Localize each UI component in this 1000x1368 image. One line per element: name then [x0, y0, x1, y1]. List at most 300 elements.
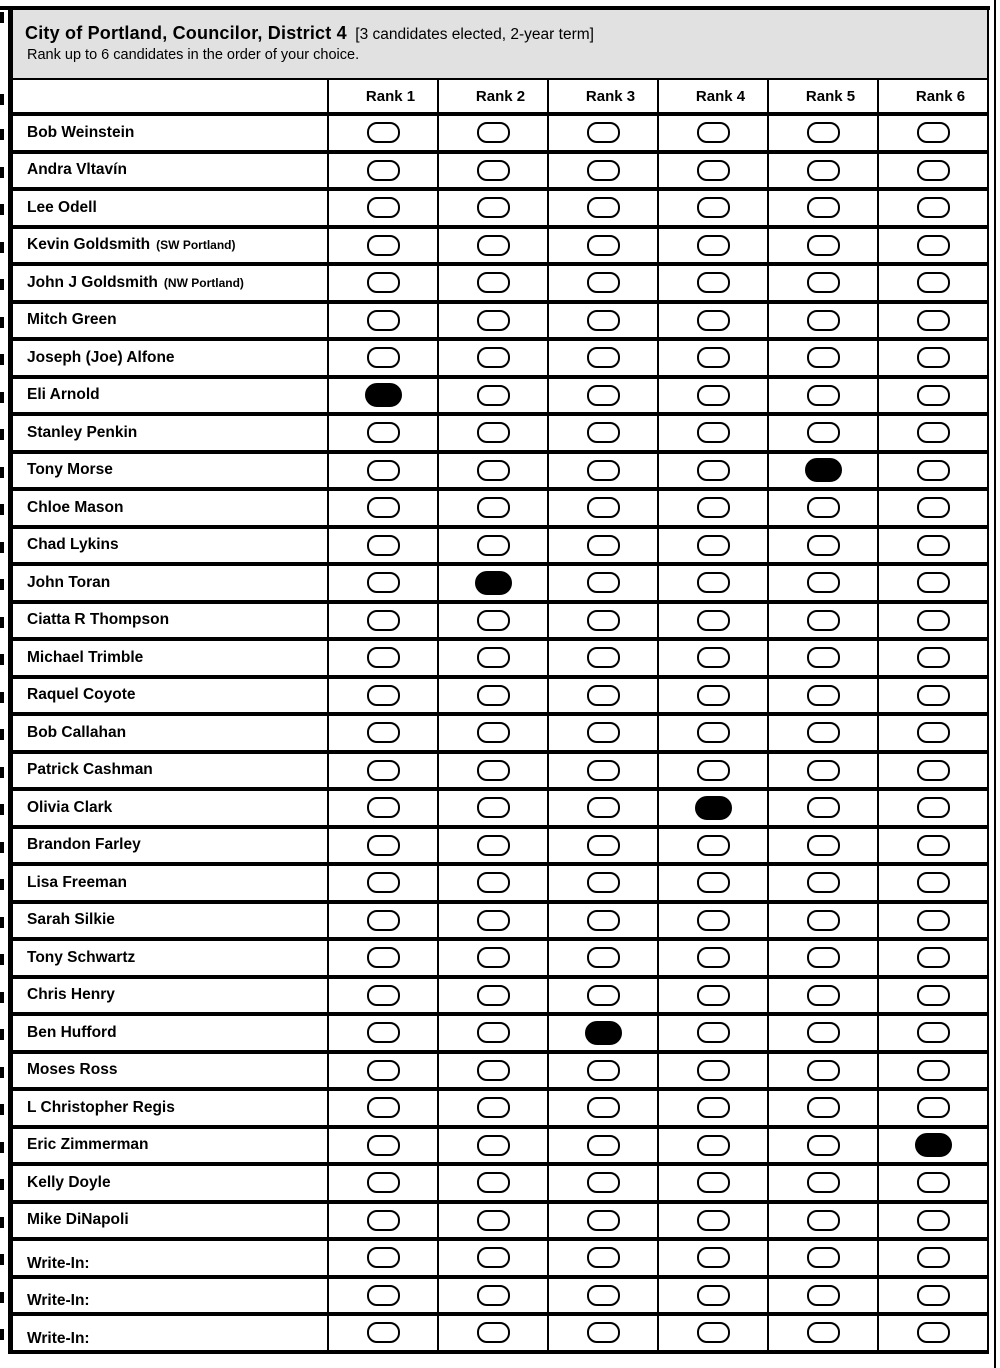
rank-oval[interactable]	[917, 197, 950, 218]
rank-oval[interactable]	[697, 947, 730, 968]
rank-oval[interactable]	[807, 347, 840, 368]
rank-oval[interactable]	[587, 872, 620, 893]
rank-cell	[877, 754, 987, 788]
contest-note: [3 candidates elected, 2-year term]	[355, 26, 594, 43]
rank-oval[interactable]	[697, 1285, 730, 1306]
rank-oval[interactable]	[917, 1060, 950, 1081]
rank-cell	[877, 904, 987, 938]
rank-oval[interactable]	[917, 872, 950, 893]
rank-oval[interactable]	[697, 1022, 730, 1043]
rank-cell	[327, 341, 437, 375]
rank-cell	[327, 1279, 437, 1313]
rank-oval[interactable]	[697, 1322, 730, 1343]
rank-oval[interactable]	[697, 535, 730, 556]
candidate-name	[13, 604, 327, 638]
rank-cell	[657, 529, 767, 563]
rank-oval[interactable]	[807, 760, 840, 781]
candidate-name	[13, 641, 327, 675]
rank-oval[interactable]	[587, 835, 620, 856]
timing-mark	[0, 617, 4, 628]
rank-cell	[767, 491, 877, 525]
rank-oval[interactable]	[367, 235, 400, 256]
rank-oval[interactable]	[917, 760, 950, 781]
rank-oval[interactable]	[587, 1285, 620, 1306]
rank-oval[interactable]	[587, 985, 620, 1006]
rank-oval[interactable]	[917, 535, 950, 556]
rank-oval[interactable]	[477, 835, 510, 856]
rank-oval-filled[interactable]	[585, 1021, 622, 1045]
rank-oval[interactable]	[917, 347, 950, 368]
candidate-name	[13, 829, 327, 863]
rank-oval[interactable]	[807, 722, 840, 743]
candidate-name-text: Write-In:	[27, 1292, 90, 1309]
rank-cell	[327, 1166, 437, 1200]
rank-oval[interactable]	[367, 685, 400, 706]
rank-cell	[657, 941, 767, 975]
rank-oval[interactable]	[917, 422, 950, 443]
rank-oval[interactable]	[807, 197, 840, 218]
rank-oval[interactable]	[807, 610, 840, 631]
candidate-row	[13, 529, 987, 567]
rank-oval[interactable]	[587, 422, 620, 443]
rank-oval[interactable]	[367, 497, 400, 518]
rank-oval[interactable]	[367, 1210, 400, 1231]
rank-oval[interactable]	[807, 1247, 840, 1268]
rank-oval[interactable]	[917, 497, 950, 518]
rank-oval[interactable]	[587, 1097, 620, 1118]
rank-oval[interactable]	[697, 610, 730, 631]
rank-cell	[327, 679, 437, 713]
timing-mark	[0, 1329, 4, 1340]
rank-oval[interactable]	[367, 160, 400, 181]
rank-oval[interactable]	[477, 535, 510, 556]
rank-cell	[437, 454, 547, 488]
rank-oval[interactable]	[697, 235, 730, 256]
candidate-name-text: Mitch Green	[27, 311, 117, 329]
rank-oval[interactable]	[477, 985, 510, 1006]
rank-oval[interactable]	[917, 835, 950, 856]
rank-oval[interactable]	[477, 760, 510, 781]
rank-cell	[877, 604, 987, 638]
candidate-name-text: L Christopher Regis	[27, 1098, 175, 1116]
rank-oval[interactable]	[587, 1210, 620, 1231]
rank-oval[interactable]	[917, 272, 950, 293]
rank-cell	[767, 904, 877, 938]
rank-cell	[547, 716, 657, 750]
rank-oval[interactable]	[697, 835, 730, 856]
rank-cell	[437, 716, 547, 750]
rank-oval[interactable]	[477, 872, 510, 893]
rank-cell	[657, 716, 767, 750]
rank-oval[interactable]	[917, 460, 950, 481]
candidate-name-text: Eli Arnold	[27, 386, 100, 404]
rank-cell	[877, 1279, 987, 1313]
rank-cell	[767, 941, 877, 975]
rank-oval[interactable]	[917, 1285, 950, 1306]
rank-oval[interactable]	[367, 572, 400, 593]
rank-oval-filled[interactable]	[365, 383, 402, 407]
rank-oval[interactable]	[587, 197, 620, 218]
rank-oval[interactable]	[477, 1097, 510, 1118]
candidate-row	[13, 191, 987, 229]
rank-cell	[547, 1129, 657, 1163]
rank-cell	[877, 866, 987, 900]
rank-oval-filled[interactable]	[915, 1133, 952, 1157]
rank-oval[interactable]	[367, 1135, 400, 1156]
candidate-row	[13, 379, 987, 417]
rank-oval[interactable]	[917, 1322, 950, 1343]
rank-cell	[437, 341, 547, 375]
rank-oval[interactable]	[587, 497, 620, 518]
rank-cell	[437, 754, 547, 788]
rank-cell	[547, 416, 657, 450]
rank-cell	[327, 866, 437, 900]
rank-oval[interactable]	[477, 235, 510, 256]
rank-oval[interactable]	[807, 797, 840, 818]
timing-mark	[0, 1254, 4, 1265]
rank-oval[interactable]	[917, 160, 950, 181]
rank-oval[interactable]	[367, 647, 400, 668]
rank-oval[interactable]	[807, 1097, 840, 1118]
rank-oval[interactable]	[807, 1135, 840, 1156]
rank-cell	[877, 1241, 987, 1275]
rank-oval[interactable]	[477, 685, 510, 706]
rank-cell	[657, 1054, 767, 1088]
rank-oval[interactable]	[367, 985, 400, 1006]
rank-oval[interactable]	[917, 910, 950, 931]
rank-oval[interactable]	[587, 310, 620, 331]
rank-oval[interactable]	[477, 947, 510, 968]
candidate-name	[13, 716, 327, 750]
rank-oval[interactable]	[807, 535, 840, 556]
rank-oval[interactable]	[587, 122, 620, 143]
rank-oval[interactable]	[917, 985, 950, 1006]
candidate-row	[13, 304, 987, 342]
rank-cell	[327, 454, 437, 488]
rank-oval[interactable]	[807, 1285, 840, 1306]
rank-cell	[657, 1316, 767, 1350]
rank-oval[interactable]	[697, 272, 730, 293]
rank-oval[interactable]	[587, 1135, 620, 1156]
rank-oval[interactable]	[477, 460, 510, 481]
candidate-row	[13, 1054, 987, 1092]
rank-oval[interactable]	[807, 235, 840, 256]
rank-oval[interactable]	[367, 835, 400, 856]
rank-oval[interactable]	[697, 497, 730, 518]
candidate-row	[13, 416, 987, 454]
rank-oval[interactable]	[477, 347, 510, 368]
timing-mark	[0, 467, 4, 478]
candidate-rows	[13, 116, 987, 1354]
rank-cell	[657, 866, 767, 900]
rank-cell	[327, 266, 437, 300]
rank-oval[interactable]	[917, 572, 950, 593]
rank-oval[interactable]	[807, 985, 840, 1006]
rank-oval[interactable]	[367, 535, 400, 556]
rank-oval[interactable]	[697, 647, 730, 668]
rank-cell	[547, 904, 657, 938]
rank-oval[interactable]	[367, 122, 400, 143]
rank-oval[interactable]	[697, 197, 730, 218]
rank-cell	[547, 1241, 657, 1275]
timing-mark	[0, 12, 4, 23]
rank-oval[interactable]	[477, 422, 510, 443]
rank-oval[interactable]	[587, 572, 620, 593]
rank-oval[interactable]	[807, 947, 840, 968]
rank-oval[interactable]	[697, 347, 730, 368]
rank-oval[interactable]	[367, 272, 400, 293]
rank-oval[interactable]	[367, 1060, 400, 1081]
rank-oval[interactable]	[917, 1210, 950, 1231]
rank-oval[interactable]	[587, 722, 620, 743]
rank-oval[interactable]	[477, 1060, 510, 1081]
rank-oval[interactable]	[367, 1285, 400, 1306]
rank-oval[interactable]	[477, 272, 510, 293]
rank-oval[interactable]	[477, 647, 510, 668]
rank-oval[interactable]	[367, 1097, 400, 1118]
rank-oval[interactable]	[917, 385, 950, 406]
rank-column-header: Rank 4	[657, 80, 767, 112]
rank-oval[interactable]	[917, 685, 950, 706]
candidate-row	[13, 1091, 987, 1129]
rank-cell	[437, 791, 547, 825]
rank-cell	[657, 304, 767, 338]
timing-mark	[0, 992, 4, 1003]
rank-oval[interactable]	[367, 947, 400, 968]
rank-cell	[767, 266, 877, 300]
rank-oval[interactable]	[917, 235, 950, 256]
candidate-name-suffix: (NW Portland)	[163, 275, 244, 290]
rank-oval[interactable]	[807, 872, 840, 893]
rank-oval-filled[interactable]	[695, 796, 732, 820]
rank-oval[interactable]	[807, 572, 840, 593]
rank-oval[interactable]	[917, 1172, 950, 1193]
rank-oval[interactable]	[587, 1322, 620, 1343]
rank-oval[interactable]	[367, 610, 400, 631]
timing-mark	[0, 1292, 4, 1303]
rank-oval[interactable]	[697, 910, 730, 931]
rank-oval[interactable]	[477, 1285, 510, 1306]
rank-oval[interactable]	[477, 1022, 510, 1043]
rank-oval[interactable]	[587, 272, 620, 293]
timing-mark	[0, 842, 4, 853]
rank-oval[interactable]	[697, 1097, 730, 1118]
rank-oval[interactable]	[477, 797, 510, 818]
rank-oval[interactable]	[807, 385, 840, 406]
rank-cell	[767, 1279, 877, 1313]
rank-oval[interactable]	[587, 460, 620, 481]
rank-oval[interactable]	[587, 385, 620, 406]
rank-oval[interactable]	[917, 797, 950, 818]
rank-oval[interactable]	[697, 1135, 730, 1156]
rank-oval[interactable]	[587, 760, 620, 781]
candidate-row	[13, 641, 987, 679]
rank-oval[interactable]	[587, 910, 620, 931]
candidate-name	[13, 116, 327, 150]
rank-oval[interactable]	[477, 160, 510, 181]
rank-oval[interactable]	[587, 797, 620, 818]
rank-oval[interactable]	[697, 1060, 730, 1081]
rank-oval[interactable]	[477, 1135, 510, 1156]
candidate-name-text: Tony Schwartz	[27, 948, 136, 966]
rank-oval[interactable]	[697, 722, 730, 743]
rank-cell	[547, 454, 657, 488]
rank-oval[interactable]	[367, 760, 400, 781]
rank-cell	[657, 566, 767, 600]
rank-oval[interactable]	[477, 1172, 510, 1193]
rank-cell	[767, 979, 877, 1013]
rank-oval[interactable]	[807, 160, 840, 181]
rank-cell	[547, 604, 657, 638]
rank-oval[interactable]	[367, 197, 400, 218]
rank-oval[interactable]	[917, 1247, 950, 1268]
rank-oval[interactable]	[367, 872, 400, 893]
rank-oval[interactable]	[587, 1247, 620, 1268]
candidate-row	[13, 1166, 987, 1204]
rank-cell	[437, 1279, 547, 1313]
rank-oval[interactable]	[367, 1247, 400, 1268]
rank-oval[interactable]	[477, 122, 510, 143]
rank-oval[interactable]	[807, 272, 840, 293]
rank-cell	[767, 1016, 877, 1050]
candidate-name	[13, 229, 327, 263]
candidate-name-text: Lisa Freeman	[27, 873, 127, 891]
rank-oval[interactable]	[807, 497, 840, 518]
rank-cell	[877, 304, 987, 338]
rank-oval[interactable]	[367, 910, 400, 931]
rank-oval[interactable]	[587, 947, 620, 968]
rank-oval[interactable]	[477, 385, 510, 406]
rank-oval[interactable]	[367, 460, 400, 481]
candidate-name	[13, 1054, 327, 1088]
rank-header-row	[13, 80, 987, 116]
rank-cell	[877, 791, 987, 825]
rank-oval[interactable]	[587, 235, 620, 256]
rank-oval[interactable]	[367, 1022, 400, 1043]
rank-oval[interactable]	[697, 160, 730, 181]
rank-cell	[437, 1166, 547, 1200]
rank-oval[interactable]	[477, 197, 510, 218]
rank-oval[interactable]	[367, 1172, 400, 1193]
rank-oval[interactable]	[807, 910, 840, 931]
rank-oval[interactable]	[807, 422, 840, 443]
rank-oval-filled[interactable]	[805, 458, 842, 482]
rank-oval[interactable]	[367, 722, 400, 743]
rank-oval[interactable]	[587, 535, 620, 556]
rank-oval[interactable]	[917, 947, 950, 968]
candidate-row	[13, 791, 987, 829]
rank-oval[interactable]	[367, 422, 400, 443]
candidate-name	[13, 1091, 327, 1125]
candidate-row	[13, 979, 987, 1017]
rank-oval[interactable]	[697, 1247, 730, 1268]
rank-oval[interactable]	[807, 1210, 840, 1231]
rank-oval[interactable]	[587, 647, 620, 668]
header-name-cell	[13, 80, 327, 112]
rank-oval[interactable]	[587, 160, 620, 181]
rank-oval[interactable]	[807, 122, 840, 143]
rank-oval[interactable]	[807, 1172, 840, 1193]
rank-cell	[437, 191, 547, 225]
contest-table	[8, 10, 989, 1354]
rank-oval[interactable]	[697, 985, 730, 1006]
rank-oval[interactable]	[587, 347, 620, 368]
rank-oval[interactable]	[917, 647, 950, 668]
rank-cell	[547, 341, 657, 375]
rank-oval[interactable]	[697, 422, 730, 443]
rank-oval[interactable]	[807, 1322, 840, 1343]
rank-oval[interactable]	[697, 572, 730, 593]
rank-cell	[877, 1091, 987, 1125]
rank-oval[interactable]	[917, 722, 950, 743]
rank-oval[interactable]	[807, 1022, 840, 1043]
rank-oval[interactable]	[477, 610, 510, 631]
rank-oval[interactable]	[807, 835, 840, 856]
rank-oval[interactable]	[477, 722, 510, 743]
rank-oval-filled[interactable]	[475, 571, 512, 595]
timing-mark	[0, 1217, 4, 1228]
rank-oval[interactable]	[807, 1060, 840, 1081]
timing-mark	[0, 579, 4, 590]
candidate-name	[13, 416, 327, 450]
rank-oval[interactable]	[917, 310, 950, 331]
rank-oval[interactable]	[477, 310, 510, 331]
rank-cell	[657, 1016, 767, 1050]
rank-cell	[877, 829, 987, 863]
rank-cell	[327, 1241, 437, 1275]
timing-mark	[0, 804, 4, 815]
rank-cell	[437, 1016, 547, 1050]
rank-oval[interactable]	[697, 685, 730, 706]
rank-oval[interactable]	[587, 610, 620, 631]
rank-oval[interactable]	[367, 1322, 400, 1343]
rank-oval[interactable]	[697, 1172, 730, 1193]
rank-oval[interactable]	[807, 310, 840, 331]
rank-oval[interactable]	[477, 910, 510, 931]
rank-oval[interactable]	[697, 460, 730, 481]
rank-oval[interactable]	[587, 685, 620, 706]
rank-oval[interactable]	[917, 122, 950, 143]
rank-oval[interactable]	[917, 1097, 950, 1118]
rank-oval[interactable]	[807, 685, 840, 706]
rank-cell	[437, 1054, 547, 1088]
rank-oval[interactable]	[697, 310, 730, 331]
rank-cell	[547, 829, 657, 863]
rank-oval[interactable]	[917, 1022, 950, 1043]
rank-oval[interactable]	[917, 610, 950, 631]
rank-oval[interactable]	[697, 385, 730, 406]
rank-oval[interactable]	[697, 1210, 730, 1231]
timing-mark	[0, 692, 4, 703]
rank-cell	[877, 1316, 987, 1350]
rank-oval[interactable]	[697, 122, 730, 143]
rank-oval[interactable]	[477, 497, 510, 518]
rank-oval[interactable]	[587, 1172, 620, 1193]
rank-oval[interactable]	[367, 347, 400, 368]
rank-oval[interactable]	[477, 1322, 510, 1343]
rank-oval[interactable]	[807, 647, 840, 668]
rank-cell	[437, 866, 547, 900]
rank-oval[interactable]	[697, 872, 730, 893]
rank-oval[interactable]	[697, 760, 730, 781]
rank-oval[interactable]	[477, 1210, 510, 1231]
rank-oval[interactable]	[587, 1060, 620, 1081]
rank-oval[interactable]	[367, 310, 400, 331]
rank-oval[interactable]	[367, 797, 400, 818]
rank-cell	[327, 641, 437, 675]
rank-cell	[877, 154, 987, 188]
rank-oval[interactable]	[477, 1247, 510, 1268]
